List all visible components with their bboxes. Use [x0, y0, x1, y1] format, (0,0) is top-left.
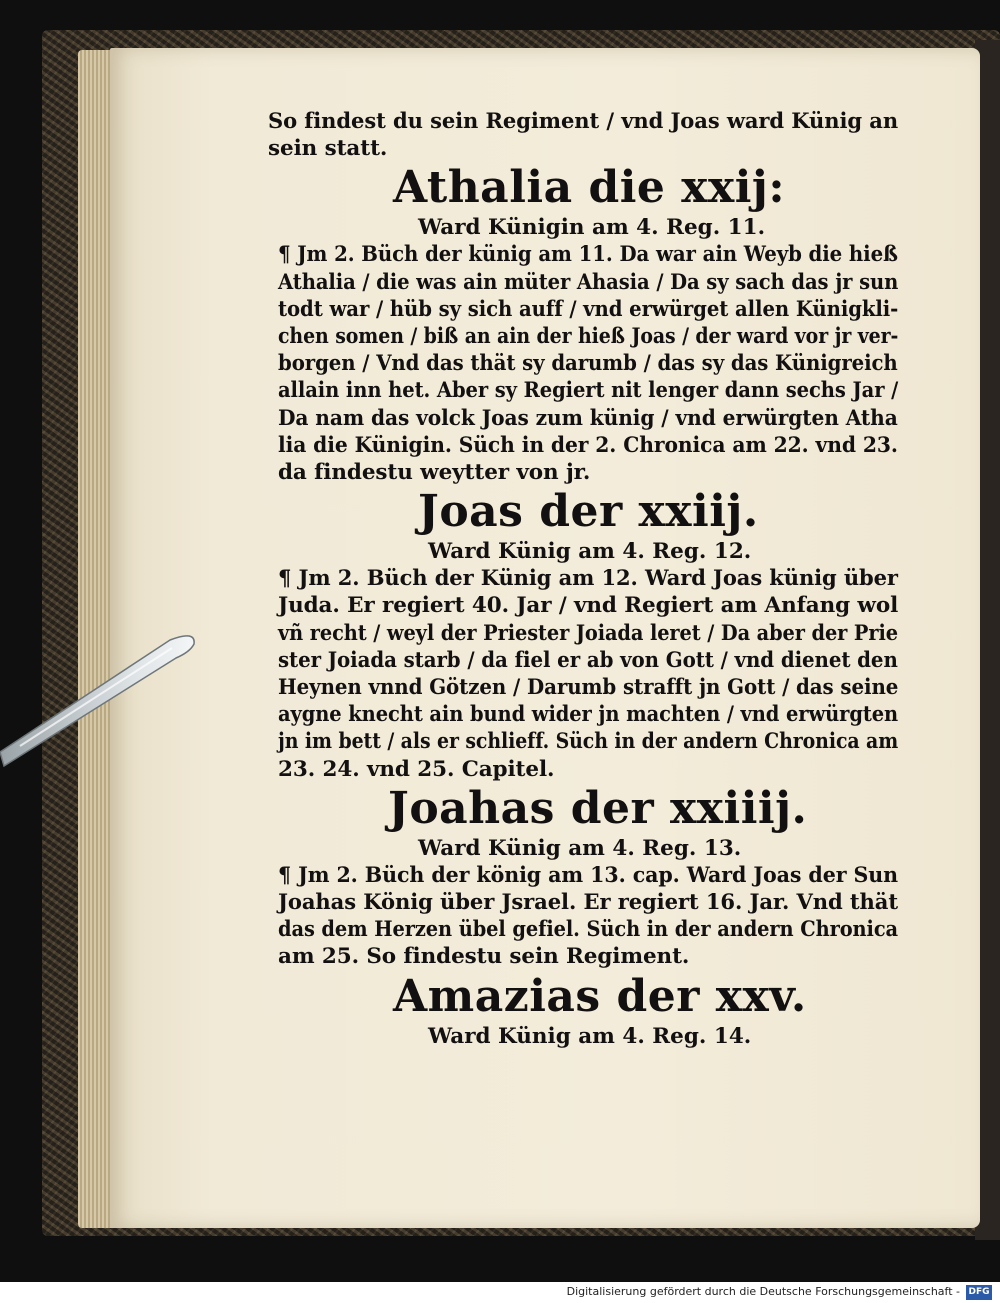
text-line: borgen / Vnd das thät sy darumb / das sy das Künigreich	[278, 351, 898, 377]
page-text-block	[268, 108, 898, 1050]
text-line: todt war / hüb sy sich auff / vnd erwürget allen Künigkli-	[278, 296, 899, 322]
text-line: lia die Künigin. Süch in der 2. Chronica am 22. vnd 23.	[278, 432, 898, 458]
dfg-logo: DFG	[966, 1285, 992, 1300]
text-line: Athalia / die was ain müter Ahasia / Da sy sach das jr sun	[278, 269, 899, 295]
text-line: sein statt.	[268, 136, 388, 162]
text-line: aygne knecht ain bund wider jn machten / vnd erwürgten	[278, 702, 899, 728]
text-line: Joahas König über Jsrael. Er regiert 16. Jar. Vnd thät	[278, 890, 898, 916]
footer-credit: Digitalisierung gefördert durch die Deutsche Forschungsgemeinschaft -	[566, 1285, 960, 1298]
section-heading: Joahas der xxiiij.	[388, 782, 808, 834]
section-subheading: Ward Künigin am 4. Reg. 11.	[418, 215, 766, 241]
text-line: ster Joiada starb / da fiel er ab von Gott / vnd dienet den	[278, 647, 898, 673]
section-subheading: Ward Künig am 4. Reg. 12.	[428, 539, 752, 565]
page-holder-tool	[0, 630, 210, 770]
text-line: ¶ Jm 2. Büch der Künig am 12. Ward Joas künig über	[278, 566, 898, 592]
text-line: da findestu weytter von jr.	[278, 460, 591, 486]
section-subheading: Ward Künig am 4. Reg. 13.	[418, 835, 742, 861]
text-line: Heynen vnnd Götzen / Darumb strafft jn Gott / das seine	[278, 675, 899, 701]
text-line: Juda. Er regiert 40. Jar / vnd Regiert am Anfang wol	[278, 593, 899, 619]
text-line: das dem Herzen übel gefiel. Süch in der andern Chronica	[278, 917, 899, 943]
text-line: vñ recht / weyl der Priester Joiada leret / Da aber der Prie	[278, 620, 898, 646]
section-heading: Amazias der xxv.	[393, 970, 807, 1022]
text-line: ¶ Jm 2. Büch der künig am 11. Da war ain Weyb die hieß	[278, 242, 898, 268]
text-line: ¶ Jm 2. Büch der könig am 13. cap. Ward Joas der Sun	[278, 862, 899, 888]
footer-bar	[0, 1282, 1000, 1303]
text-line: am 25. So findestu sein Regiment.	[278, 944, 690, 970]
text-line: chen somen / biß an ain der hieß Joas / der ward vor jr ver-	[278, 324, 899, 350]
text-line: allain inn het. Aber sy Regiert nit lenger dann sechs Jar /	[278, 378, 899, 404]
section-heading: Athalia die xxij:	[393, 162, 786, 214]
text-line: jn im bett / als er schlieff. Süch in der andern Chronica am	[278, 729, 899, 755]
text-line: Da nam das volck Joas zum künig / vnd erwürgten Atha	[278, 405, 898, 431]
section-heading: Joas der xxiij.	[418, 486, 759, 538]
section-subheading: Ward Künig am 4. Reg. 14.	[428, 1023, 752, 1049]
text-line: 23. 24. vnd 25. Capitel.	[278, 756, 555, 782]
text-line: So findest du sein Regiment / vnd Joas ward Künig an	[268, 109, 899, 134]
